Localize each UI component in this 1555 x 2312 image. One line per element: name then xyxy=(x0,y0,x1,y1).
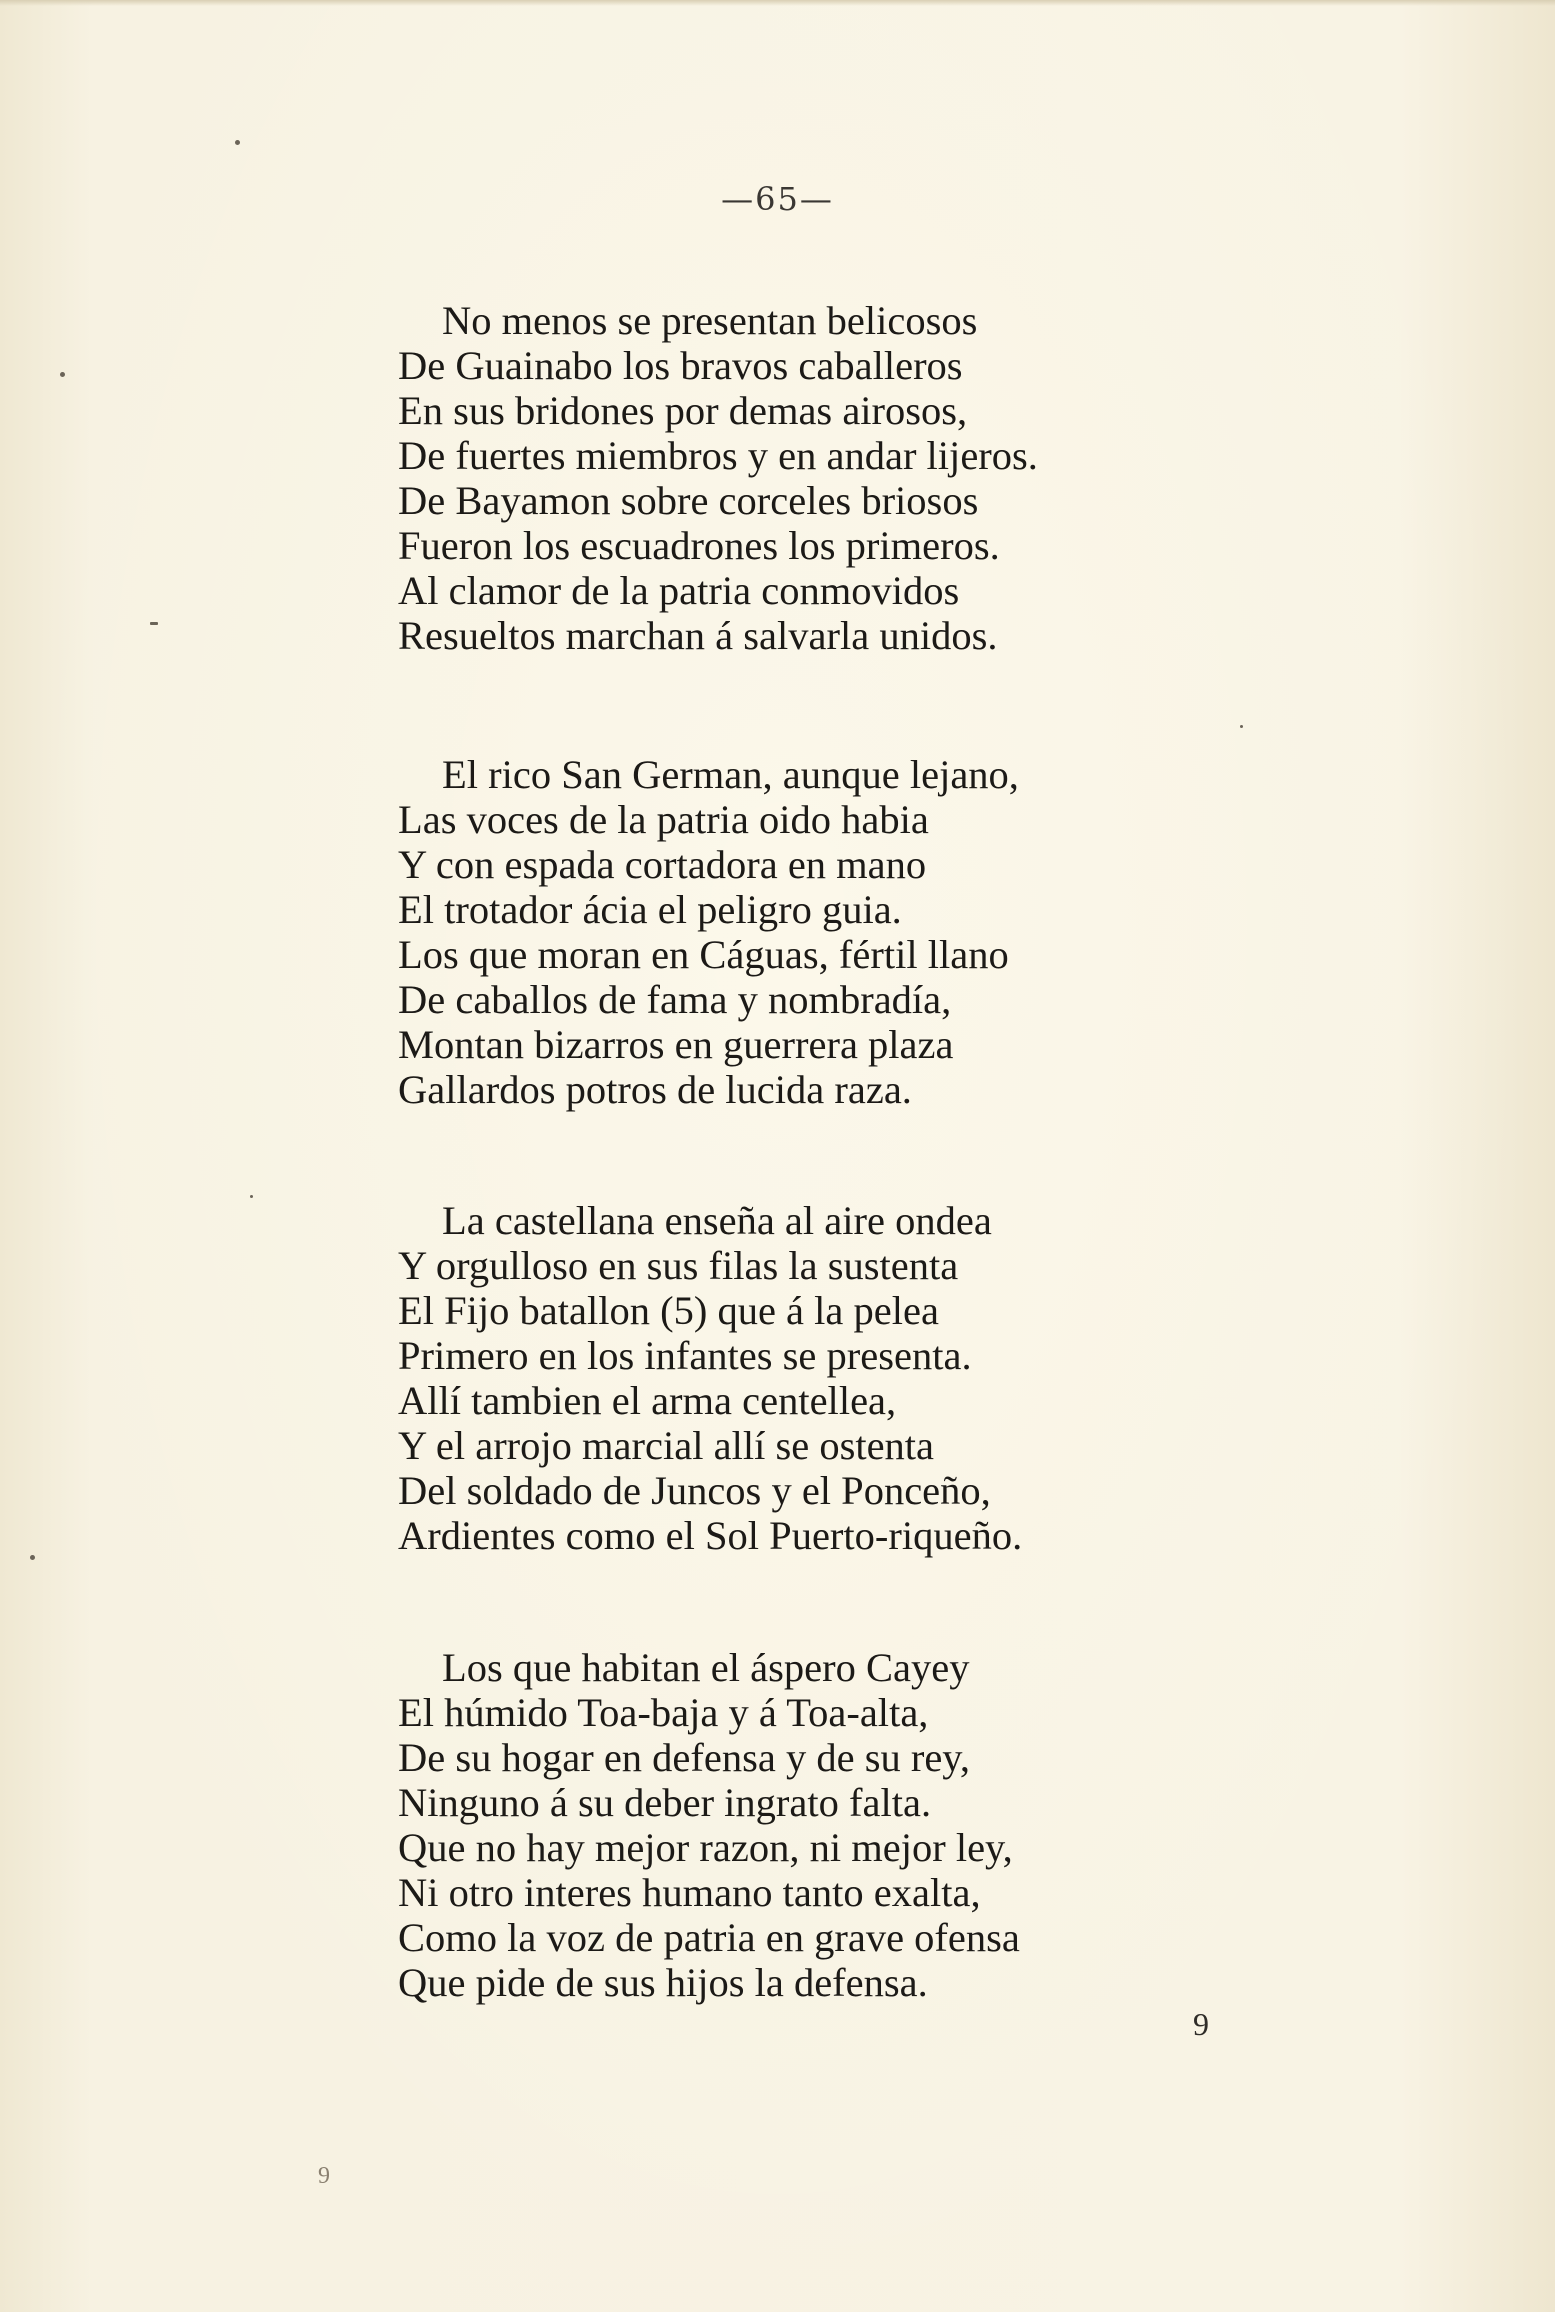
verse-line: Los que moran en Cáguas, fértil llano xyxy=(398,932,1009,977)
verse-line: Las voces de la patria oido habia xyxy=(398,797,929,842)
verse-line: Resueltos marchan á salvarla unidos. xyxy=(398,613,998,658)
verse-line: Y con espada cortadora en mano xyxy=(398,842,927,887)
verse-line: El Fijo batallon (5) que á la pelea xyxy=(398,1288,939,1333)
verse-line: De caballos de fama y nombradía, xyxy=(398,977,952,1022)
paper-speck xyxy=(235,140,240,145)
paper-speck xyxy=(250,1195,253,1198)
stanza-2 xyxy=(398,752,1178,1112)
verse-line: No menos se presentan belicosos xyxy=(442,298,978,343)
verse-line: Que pide de sus hijos la defensa. xyxy=(398,1960,928,2005)
paper-speck xyxy=(150,622,158,625)
verse-line: El húmido Toa-baja y á Toa-alta, xyxy=(398,1690,929,1735)
verse-line: Ardientes como el Sol Puerto-riqueño. xyxy=(398,1513,1023,1558)
verse-line: Montan bizarros en guerrera plaza xyxy=(398,1022,954,1067)
signature-mark: 9 xyxy=(1193,2006,1209,2042)
page-top-edge xyxy=(0,0,1555,6)
verse-line: Los que habitan el áspero Cayey xyxy=(442,1645,970,1690)
verse-line: Ninguno á su deber ingrato falta. xyxy=(398,1780,932,1825)
verse-line: Ni otro interes humano tanto exalta, xyxy=(398,1870,981,1915)
verse-line: El trotador ácia el peligro guia. xyxy=(398,887,902,932)
verse-line: De Bayamon sobre corceles briosos xyxy=(398,478,979,523)
verse-line: Al clamor de la patria conmovidos xyxy=(398,568,960,613)
verse-line: De fuertes miembros y en andar lijeros. xyxy=(398,433,1038,478)
verse-line: Y orgulloso en sus filas la sustenta xyxy=(398,1243,959,1288)
page-number: —65— xyxy=(721,180,834,218)
verse-line: Fueron los escuadrones los primeros. xyxy=(398,523,1000,568)
verse-line: De Guainabo los bravos caballeros xyxy=(398,343,963,388)
verse-line: Y el arrojo marcial allí se ostenta xyxy=(398,1423,935,1468)
stanza-1 xyxy=(398,298,1178,658)
verse-line: Allí tambien el arma centellea, xyxy=(398,1378,897,1423)
bottom-mark: 9 xyxy=(318,2163,330,2189)
verse-line: Primero en los infantes se presenta. xyxy=(398,1333,972,1378)
verse-line: La castellana enseña al aire ondea xyxy=(442,1198,992,1243)
paper-speck xyxy=(60,372,65,377)
verse-line: Gallardos potros de lucida raza. xyxy=(398,1067,912,1112)
verse-line: Que no hay mejor razon, ni mejor ley, xyxy=(398,1825,1013,1870)
stanza-4 xyxy=(398,1645,1178,2005)
verse-line: Como la voz de patria en grave ofensa xyxy=(398,1915,1020,1960)
paper-speck xyxy=(30,1555,35,1560)
stanza-3 xyxy=(398,1198,1178,1558)
verse-line: Del soldado de Juncos y el Ponceño, xyxy=(398,1468,991,1513)
verse-line: De su hogar en defensa y de su rey, xyxy=(398,1735,971,1780)
verse-line: El rico San German, aunque lejano, xyxy=(442,752,1019,797)
verse-line: En sus bridones por demas airosos, xyxy=(398,388,968,433)
paper-speck xyxy=(1240,725,1243,728)
